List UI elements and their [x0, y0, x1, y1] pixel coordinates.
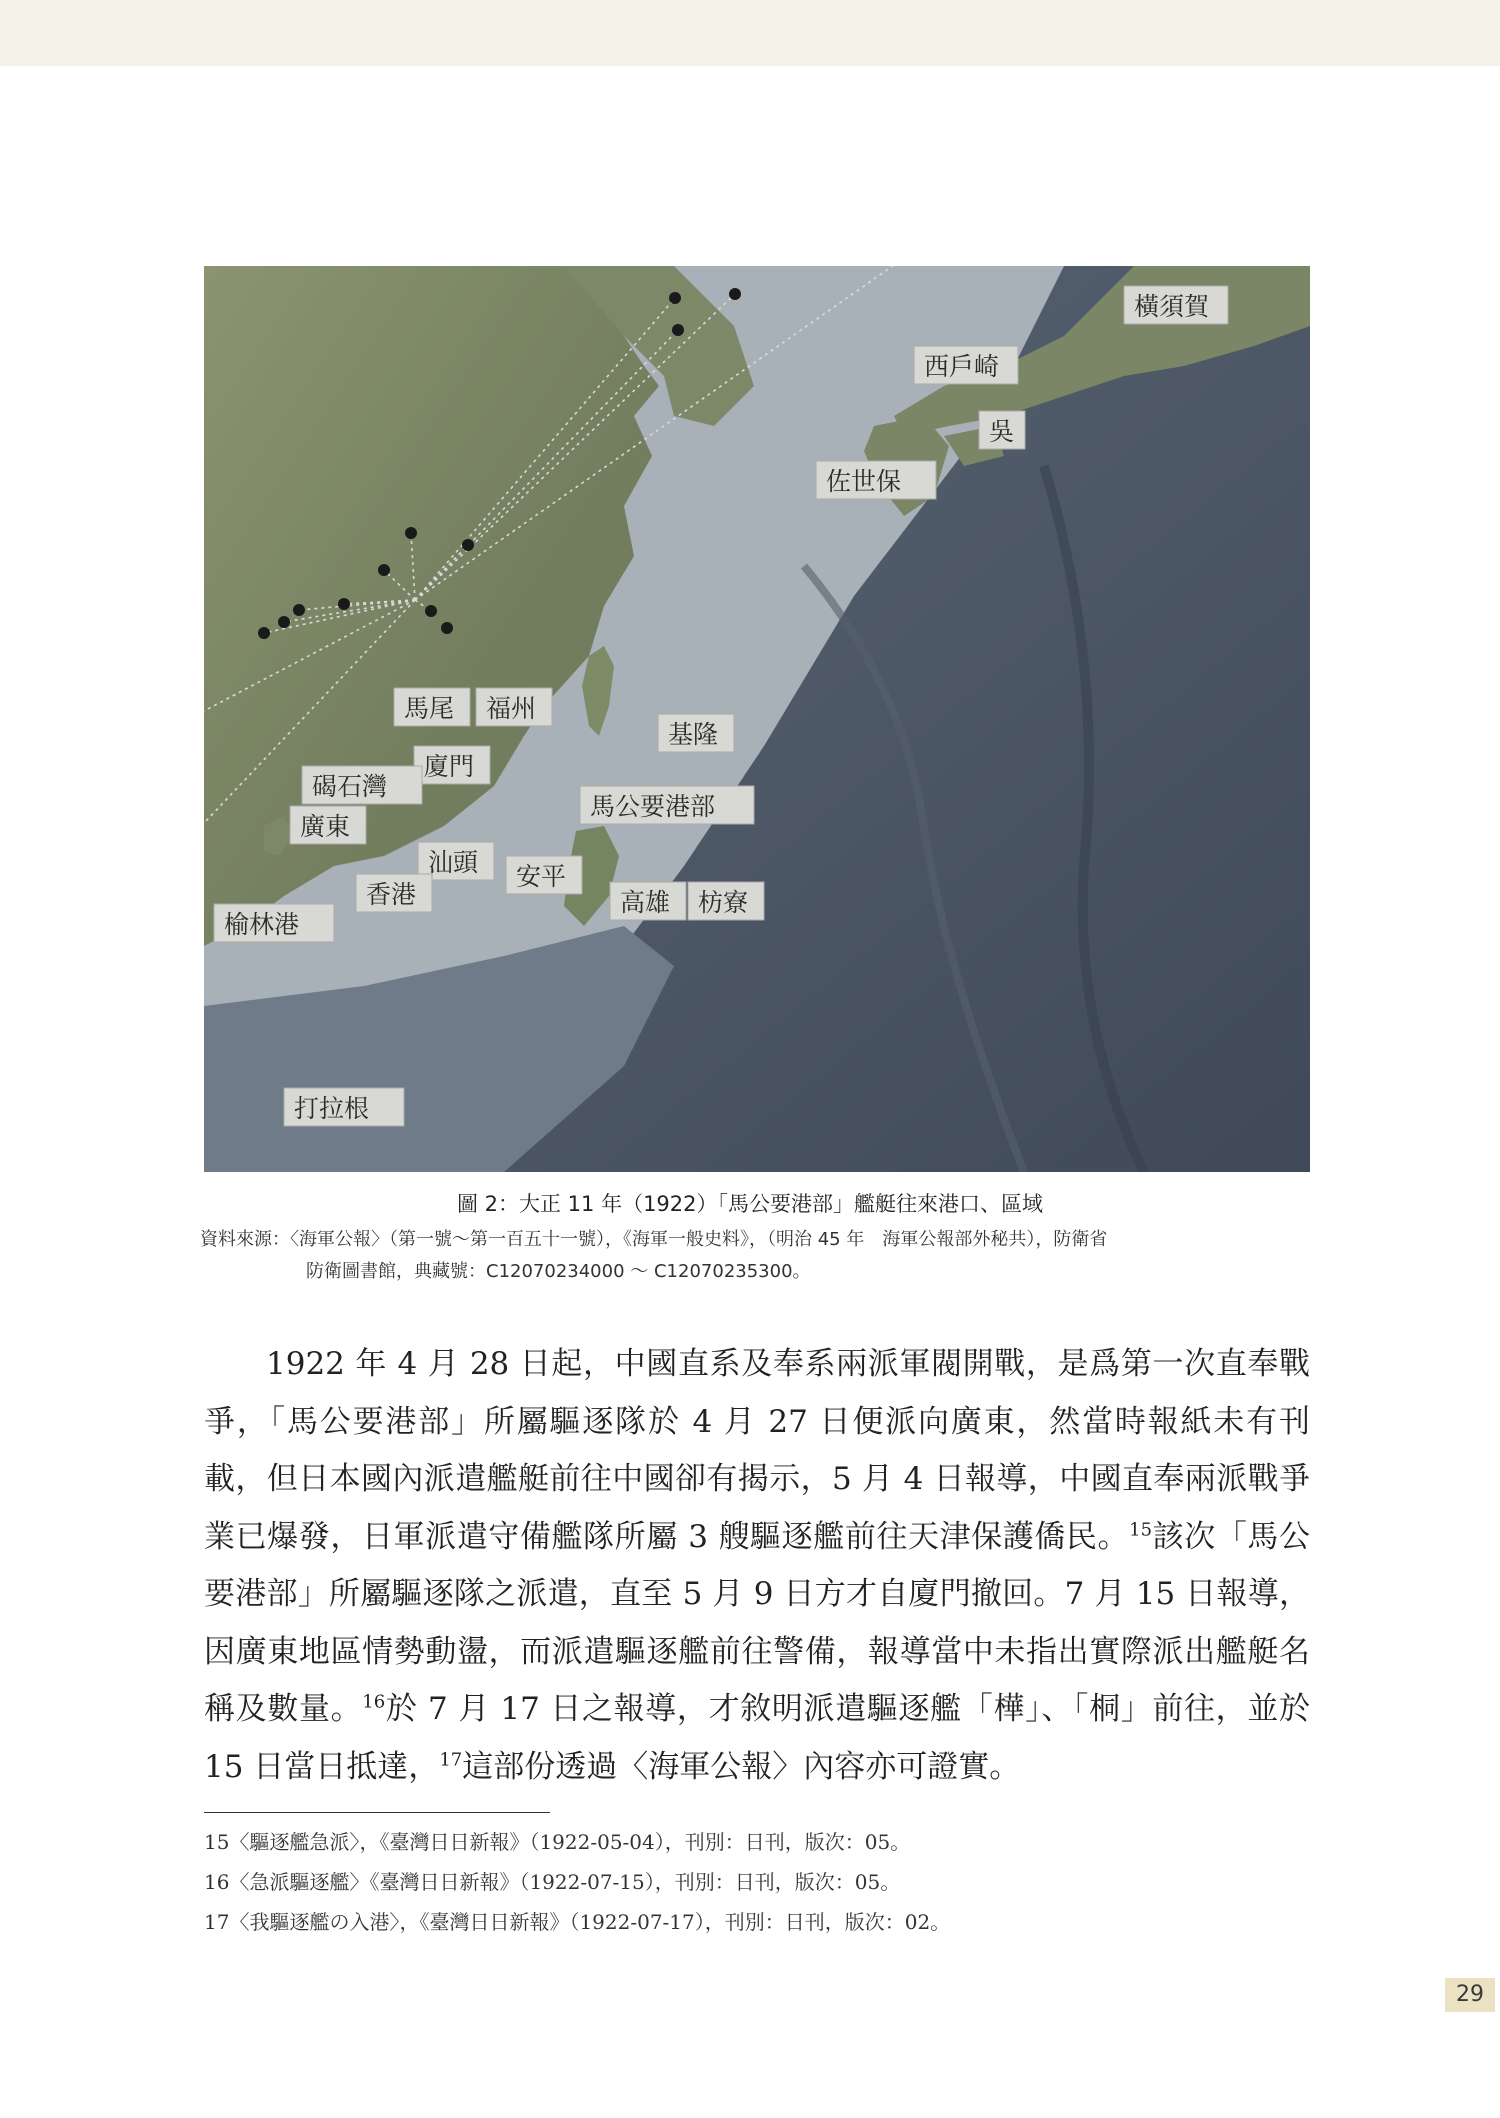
map-label-sasebo: 佐世保: [826, 467, 902, 496]
figure-caption-source: [200, 1224, 1310, 1288]
footnote-ref-17[interactable]: 17: [439, 1749, 463, 1771]
port-dot-anping: [441, 622, 453, 634]
map-label-hirado: 西戶崎: [924, 352, 1000, 381]
footnote-16: 16〈急派驅逐艦〉《臺灣日日新報》（1922-07-15），刊別：日刊，版次：05。: [204, 1870, 901, 1894]
map-label-mawei: 馬尾: [404, 694, 455, 723]
port-dot-keelung: [462, 539, 474, 551]
map-label-hongkong: 香港: [366, 880, 417, 909]
map-label-guangdong: 廣東: [300, 812, 351, 841]
map-label-xiamen: 廈門: [424, 752, 475, 781]
map-label-anping: 安平: [516, 862, 567, 891]
port-dot-makung: [425, 605, 437, 617]
map-label-kaohsiung: 高雄: [620, 888, 671, 917]
map-label-fangliao: 枋寮: [698, 888, 749, 917]
port-dot-shantou: [338, 598, 350, 610]
map-label-yokosuka: 橫須賀: [1134, 292, 1210, 321]
figure-caption-title: 圖 2：大正 11 年（1922）「馬公要港部」艦艇往來港口、區域: [456, 1192, 1044, 1216]
caption-source-line1: 資料來源：〈海軍公報〉（第一號～第一百五十一號），《海軍一般史料》，（明治 45 年 海軍公報部外秘共），防衛省: [200, 1229, 1108, 1250]
port-dot-fuzhou: [405, 527, 417, 539]
port-dot-xiamen: [378, 564, 390, 576]
map-label-kure: 吳: [989, 417, 1015, 446]
map-label-fuzhou: 福州: [486, 694, 537, 723]
body-seg2: 該次「馬公要港部」所屬驅逐隊之派遣，直至 5 月 9 日方才自廈門撤回。7 月 15 日報導，因廣東地區情勢動盪，而派遣驅逐艦前往警備，報導當中未指出實際派出艦艇名稱及數量。: [204, 1518, 1310, 1727]
port-dot-hongkong: [258, 627, 270, 639]
body-seg1: 1922 年 4 月 28 日起，中國直系及奉系兩派軍閥開戰，是爲第一次直奉戰爭，「馬公要港部」所屬驅逐隊於 4 月 27 日便派向廣東，然當時報紙未有刊載，但日本國內派遣艦艇前往中國卻有揭示，5 月 4 日報導，中國直奉兩派戰爭業已爆發，日軍派遣守備艦隊所屬 3 艘驅逐艦前往天津保護僑民。: [204, 1346, 1310, 1555]
port-dot-kure: [672, 324, 684, 336]
footnote-15: 15〈驅逐艦急派〉，《臺灣日日新報》（1922-05-04），刊別：日刊，版次：05。: [204, 1830, 911, 1854]
map-label-shantou: 汕頭: [428, 848, 479, 877]
port-dot-guangdong: [278, 616, 290, 628]
page-number: 29: [1445, 1978, 1495, 2012]
map-label-keelung: 基隆: [668, 720, 719, 749]
caption-source-line2: 防衛圖書館，典藏號：C12070234000 ～ C12070235300。: [306, 1261, 811, 1282]
header-band: [0, 0, 1500, 66]
route-map: [204, 266, 1310, 1172]
port-dot-jieshiwan: [293, 604, 305, 616]
body-seg3: 於 7 月 17 日之報導，才敘明派遣驅逐艦「樺」、「桐」前往，並於 15 日當日抵達，: [204, 1691, 1310, 1785]
map-label-makung: 馬公要港部: [590, 792, 716, 821]
footnotes: [204, 1822, 1310, 1942]
body-seg4: 這部份透過〈海軍公報〉內容亦可證實。: [462, 1748, 1021, 1785]
map-label-tarakan: 打拉根: [294, 1094, 370, 1123]
footnote-divider: [204, 1812, 550, 1813]
footnote-17: 17〈我驅逐艦の入港〉，《臺灣日日新報》（1922-07-17），刊別：日刊，版次：02。: [204, 1910, 951, 1934]
footnote-ref-15[interactable]: 15: [1129, 1519, 1153, 1541]
port-dot-sasebo: [669, 292, 681, 304]
body-paragraph: [204, 1336, 1310, 1796]
map-label-yulin: 榆林港: [224, 910, 300, 939]
port-dot-hirado: [729, 288, 741, 300]
footnote-ref-16[interactable]: 16: [362, 1691, 386, 1713]
map-label-jieshiwan: 碣石灣: [312, 772, 388, 801]
